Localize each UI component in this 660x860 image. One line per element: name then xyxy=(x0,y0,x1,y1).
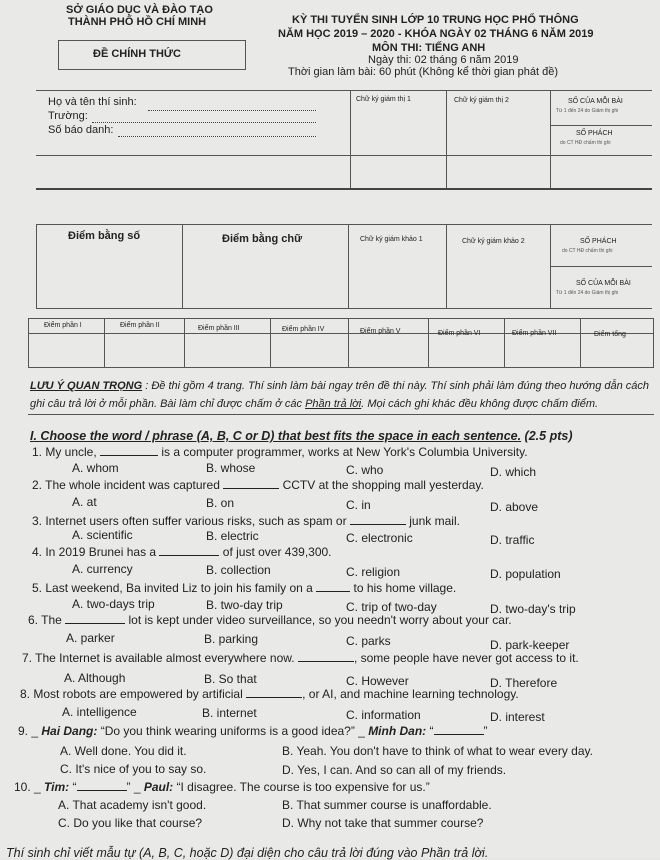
option: B. collection xyxy=(206,563,271,577)
part3-header: Điểm phần III xyxy=(198,325,240,332)
option: B. electric xyxy=(206,529,259,543)
option: C. in xyxy=(346,498,371,512)
city-name: THÀNH PHỐ HỒ CHÍ MINH xyxy=(68,16,207,28)
id-label: Số báo danh: xyxy=(48,124,114,136)
notice-title: LƯU Ý QUAN TRỌNG xyxy=(30,380,143,392)
option: D. which xyxy=(490,465,537,479)
option: D. park-keeper xyxy=(490,638,570,652)
exam-subject: MÔN THI: TIẾNG ANH xyxy=(372,42,486,54)
option: D. traffic xyxy=(490,533,535,547)
exam-duration: Thời gian làm bài: 60 phút (Không kể thời gian phát đề) xyxy=(288,66,559,78)
room-number-label: SỐ CỦA MỖI BÀI xyxy=(568,98,623,105)
option: A. two-days trip xyxy=(72,597,155,611)
option: B. That summer course is unaffordable. xyxy=(282,798,492,812)
question-6: 6. The lot is kept under video surveillance, so you needn't worry about your car. xyxy=(28,613,512,627)
footer-instruction: Thí sinh chỉ viết mẫu tự (A, B, C, hoặc D) đại diện cho câu trả lời đúng vào Phần trả lời. xyxy=(6,846,489,860)
option: C. parks xyxy=(346,634,391,648)
notice-text-2b: . Mọi cách ghi khác đều không được chấm điểm. xyxy=(361,398,599,410)
section-1-heading xyxy=(30,429,572,443)
examiner1-label: Chữ ký giám khảo 1 xyxy=(360,236,423,243)
option: A. intelligence xyxy=(62,705,137,719)
answer-blank xyxy=(298,661,354,662)
option: A. Although xyxy=(64,671,126,685)
school-label: Trường: xyxy=(48,110,88,122)
answer-blank xyxy=(159,555,219,556)
question-4: 4. In 2019 Brunei has a of just over 439,300. xyxy=(32,545,332,559)
official-label: ĐỀ CHÍNH THỨC xyxy=(93,48,181,60)
answer-blank xyxy=(316,591,350,592)
score-room-label: SỐ CỦA MỖI BÀI xyxy=(576,280,631,287)
option: D. Yes, I can. And so can all of my friends. xyxy=(282,763,507,777)
exam-date: Ngày thi: 02 tháng 6 năm 2019 xyxy=(368,54,519,66)
option: C. electronic xyxy=(346,531,413,545)
examiner2-label: Chữ ký giám khảo 2 xyxy=(462,238,525,245)
option: D. two-day's trip xyxy=(490,602,576,616)
score-packet-note: do CT HĐ chấm thi ghi xyxy=(562,248,613,254)
answer-blank xyxy=(77,790,127,791)
notice-text-2a: ghi câu trả lời ở mỗi phần. Bài làm chỉ được chấm ở các xyxy=(30,398,306,410)
official-box xyxy=(58,40,246,70)
score-number-label: Điểm bằng số xyxy=(68,230,141,242)
notice-line-1 xyxy=(30,380,649,392)
notice-line-2 xyxy=(30,398,598,410)
option: D. Therefore xyxy=(490,676,558,690)
option: C. It's nice of you to say so. xyxy=(60,762,207,776)
option: D. above xyxy=(490,500,539,514)
option: A. at xyxy=(72,495,97,509)
option: A. parker xyxy=(66,631,115,645)
option: C. However xyxy=(346,674,409,688)
question-7: 7. The Internet is available almost everywhere now. , some people have never got access to it. xyxy=(22,651,579,665)
option: B. whose xyxy=(206,461,256,475)
section-1-title: I. Choose the word / phrase (A, B, C or D) that best fits the space in each sentence. xyxy=(30,429,522,443)
exam-title: KỲ THI TUYỂN SINH LỚP 10 TRUNG HỌC PHỔ THÔNG xyxy=(292,14,579,26)
answer-blank xyxy=(100,455,158,456)
option: C. Do you like that course? xyxy=(58,816,203,830)
option: A. whom xyxy=(72,461,119,475)
packet-label: SỐ PHÁCH xyxy=(576,130,613,137)
option: A. That academy isn't good. xyxy=(58,798,207,812)
proctor1-label: Chữ ký giám thị 1 xyxy=(356,96,411,103)
part6-header: Điểm phần VI xyxy=(438,330,481,337)
option: A. Well done. You did it. xyxy=(60,744,187,758)
question-9: 9. _ Hai Dang: “Do you think wearing uniforms is a good idea?” _ Minh Dan: “ ” xyxy=(18,724,488,738)
answer-blank xyxy=(350,524,406,525)
option: B. Yeah. You don't have to think of what to wear every day. xyxy=(282,744,593,758)
total-header: Điểm tổng xyxy=(594,331,626,338)
option: D. population xyxy=(490,567,561,581)
part2-header: Điểm phần II xyxy=(120,322,160,329)
question-10: 10. _ Tim: “ ” _ Paul: “I disagree. The course is too expensive for us.” xyxy=(14,780,430,794)
score-room-note: Từ 1 đến 24 do Giám thị ghi xyxy=(556,290,619,296)
question-8: 8. Most robots are empowered by artificial , or AI, and machine learning technology. xyxy=(20,687,519,701)
packet-note: do CT HĐ chấm thi ghi xyxy=(560,140,611,146)
answer-blank xyxy=(434,734,484,735)
option: C. trip of two-day xyxy=(346,600,437,614)
option: A. scientific xyxy=(72,528,133,542)
part5-header: Điểm phần V xyxy=(360,328,401,335)
part1-header: Điểm phần I xyxy=(44,322,82,329)
option: D. Why not take that summer course? xyxy=(282,816,484,830)
question-2: 2. The whole incident was captured CCTV at the shopping mall yesterday. xyxy=(32,478,484,492)
option: D. interest xyxy=(490,710,545,724)
fullname-label: Họ và tên thí sinh: xyxy=(48,96,137,108)
proctor2-label: Chữ ký giám thị 2 xyxy=(454,97,509,104)
room-number-note: Từ 1 đến 24 do Giám thị ghi xyxy=(556,108,619,114)
option: C. religion xyxy=(346,565,401,579)
exam-year: NĂM HỌC 2019 – 2020 - KHÓA NGÀY 02 THÁNG 6 NĂM 2019 xyxy=(278,28,594,40)
notice-text-1: : Đề thi gồm 4 trang. Thí sinh làm bài ngay trên đề thi này. Thí sinh phải làm đúng theo hướng dẫn cách xyxy=(142,380,650,392)
section-1-points: (2.5 pts) xyxy=(521,429,573,443)
department-name: SỞ GIÁO DỤC VÀ ĐÀO TẠO xyxy=(66,4,213,16)
question-3: 3. Internet users often suffer various risks, such as spam or junk mail. xyxy=(32,514,460,528)
option: B. on xyxy=(206,496,235,510)
part7-header: Điểm phần VII xyxy=(512,330,557,337)
answer-blank xyxy=(65,623,125,624)
option: B. parking xyxy=(204,632,259,646)
option: C. information xyxy=(346,708,421,722)
part4-header: Điểm phần IV xyxy=(282,326,325,333)
answer-blank xyxy=(223,488,279,489)
notice-answer-sheet: Phần trả lời xyxy=(305,398,362,410)
answer-blank xyxy=(246,697,302,698)
question-1: 1. My uncle, is a computer programmer, works at New York's Columbia University. xyxy=(32,445,528,459)
option: B. internet xyxy=(202,706,257,720)
score-words-label: Điểm bằng chữ xyxy=(222,233,303,245)
option: B. So that xyxy=(204,672,257,686)
option: B. two-day trip xyxy=(206,598,283,612)
score-packet-label: SỐ PHÁCH xyxy=(580,238,617,245)
option: C. who xyxy=(346,463,384,477)
question-5: 5. Last weekend, Ba invited Liz to join his family on a to his home village. xyxy=(32,581,457,595)
option: A. currency xyxy=(72,562,133,576)
